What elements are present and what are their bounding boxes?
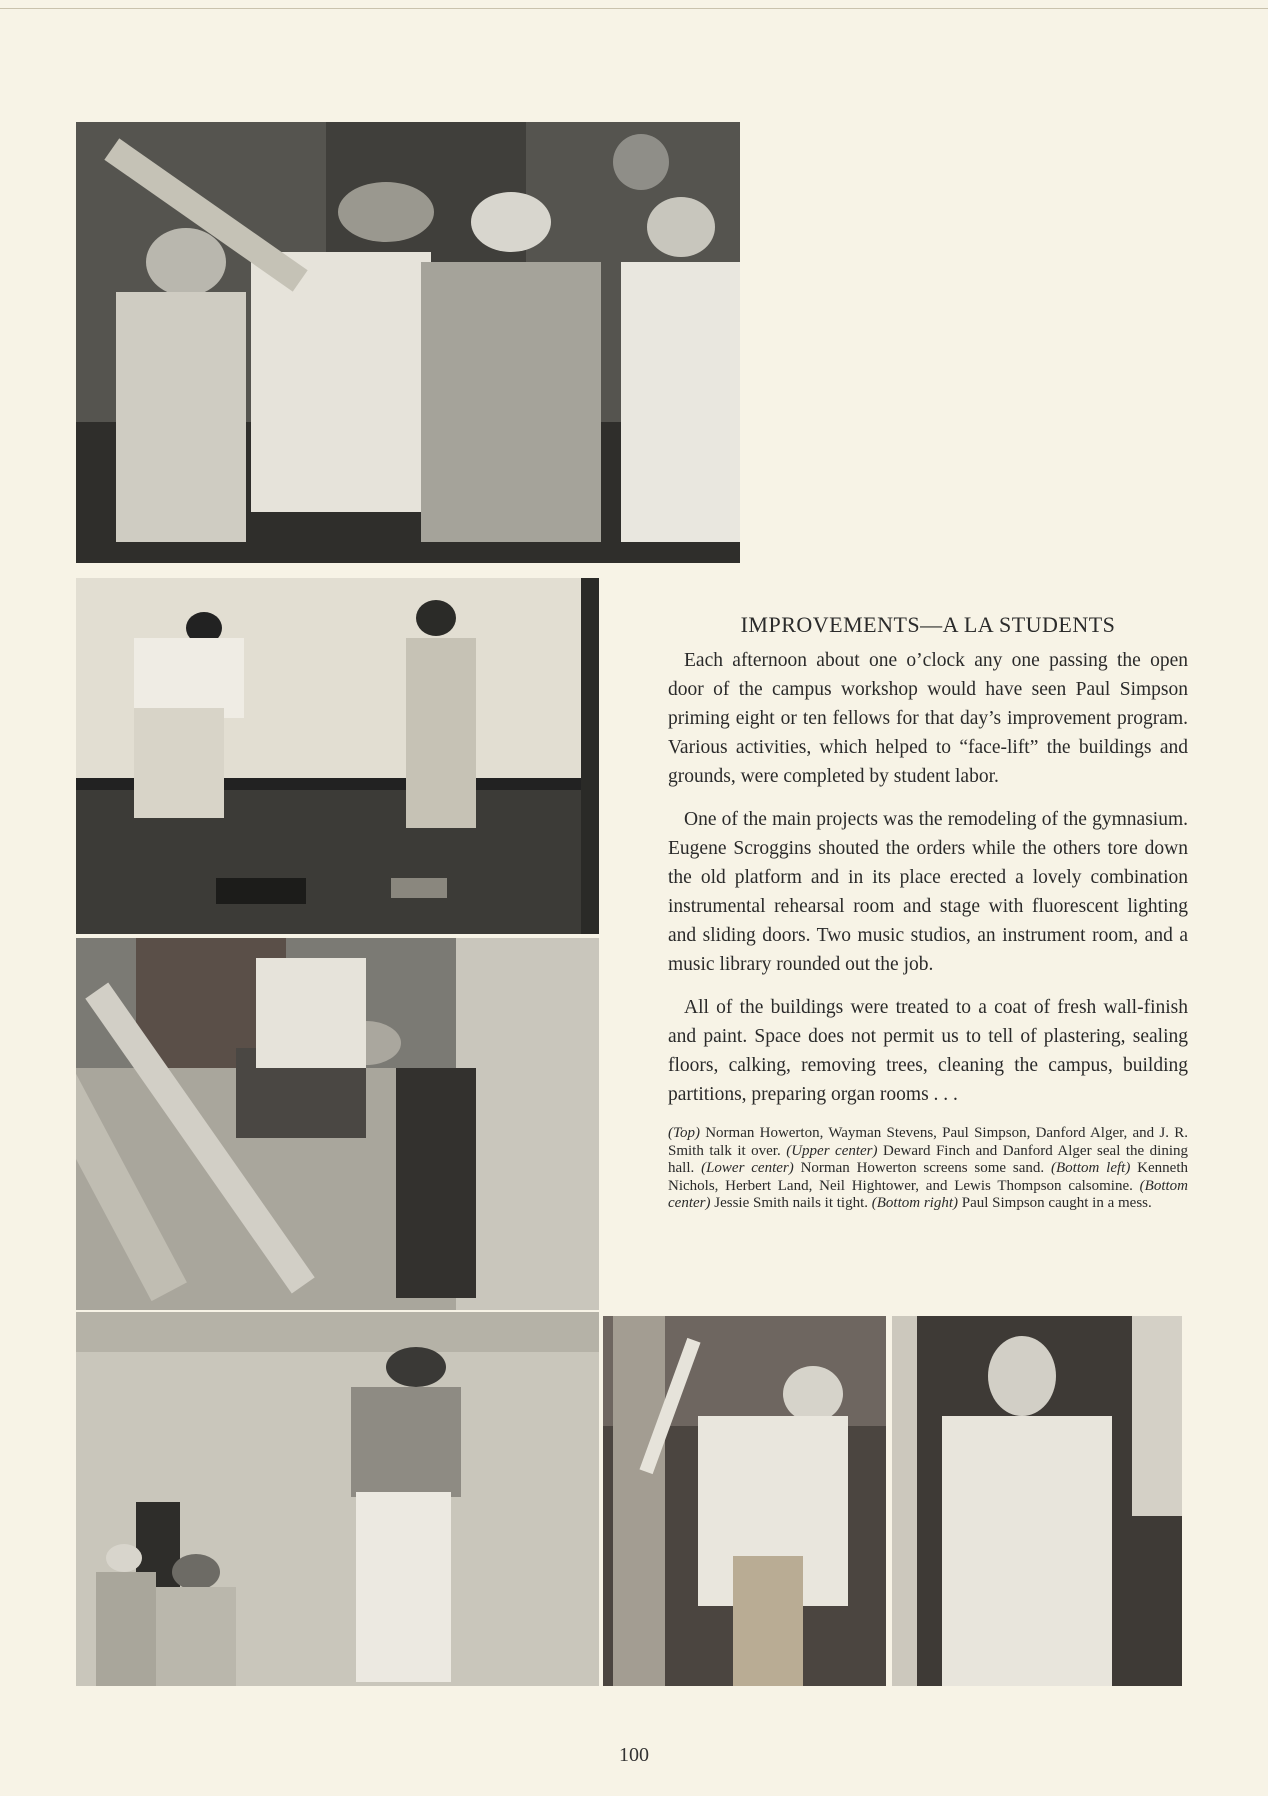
caption-bottom-center-text: Jessie Smith nails it tight. [710, 1195, 872, 1211]
caption-bottom-left-label: (Bottom left) [1051, 1160, 1131, 1176]
page-number: 100 [619, 1744, 649, 1766]
caption-bottom-left-text: Kenneth Nichols, Herbert Land, Neil Hightower, and Lewis Thompson calsomine. [668, 1160, 1188, 1194]
article-paragraph-3: All of the buildings were treated to a coat of fresh wall-finish and paint. Space does not permit us to tell of plastering, sealing floors, calking, removing trees, cleaning the campus, building partitions, preparing organ rooms . . . [668, 997, 1188, 1105]
caption-lower-center-text: Norman Howerton screens some sand. [793, 1160, 1051, 1176]
photo-bottom-center [603, 1316, 886, 1686]
article-paragraph-2: One of the main projects was the remodeling of the gymnasium. Eugene Scroggins shouted the orders while the others tore down the old platform and in its place erected a lovely combination instrumental rehearsal room and stage with fluorescent lighting and sliding doors. Two music studios, an instrument room, and a music library rounded out the job. [668, 809, 1188, 975]
photo-top [76, 122, 740, 563]
top-rule [0, 8, 1268, 9]
article-paragraph-1: Each afternoon about one o’clock any one passing the open door of the campus workshop would have seen Paul Simpson priming eight or ten fellows for that day’s improvement program. Various activities, which helped to “face-lift” the buildings and grounds, were completed by student labor. [668, 650, 1188, 787]
caption-lower-center-label: (Lower center) [701, 1160, 794, 1176]
caption-upper-center-label: (Upper center) [786, 1142, 878, 1159]
photo-lower-center [76, 938, 599, 1310]
photo-caption [668, 1125, 1188, 1213]
caption-upper-center-text: Deward Finch and Danford Alger seal the dining hall. [668, 1142, 1189, 1176]
photo-upper-center [76, 578, 599, 934]
photo-bottom-right [892, 1316, 1182, 1686]
photo-bottom-left [76, 1312, 599, 1686]
caption-top-label: (Top) [668, 1125, 700, 1141]
article-title: IMPROVEMENTS—A LA STUDENTS [740, 612, 1116, 637]
caption-bottom-right-text: Paul Simpson caught in a mess. [958, 1195, 1152, 1211]
caption-bottom-center-label: (Bottom center) [668, 1177, 1188, 1211]
caption-bottom-right-label: (Bottom right) [871, 1195, 958, 1211]
caption-top-text: Norman Howerton, Wayman Stevens, Paul Simpson, Danford Alger, and J. R. Smith talk it over. [668, 1125, 1188, 1159]
article [668, 612, 1188, 1213]
